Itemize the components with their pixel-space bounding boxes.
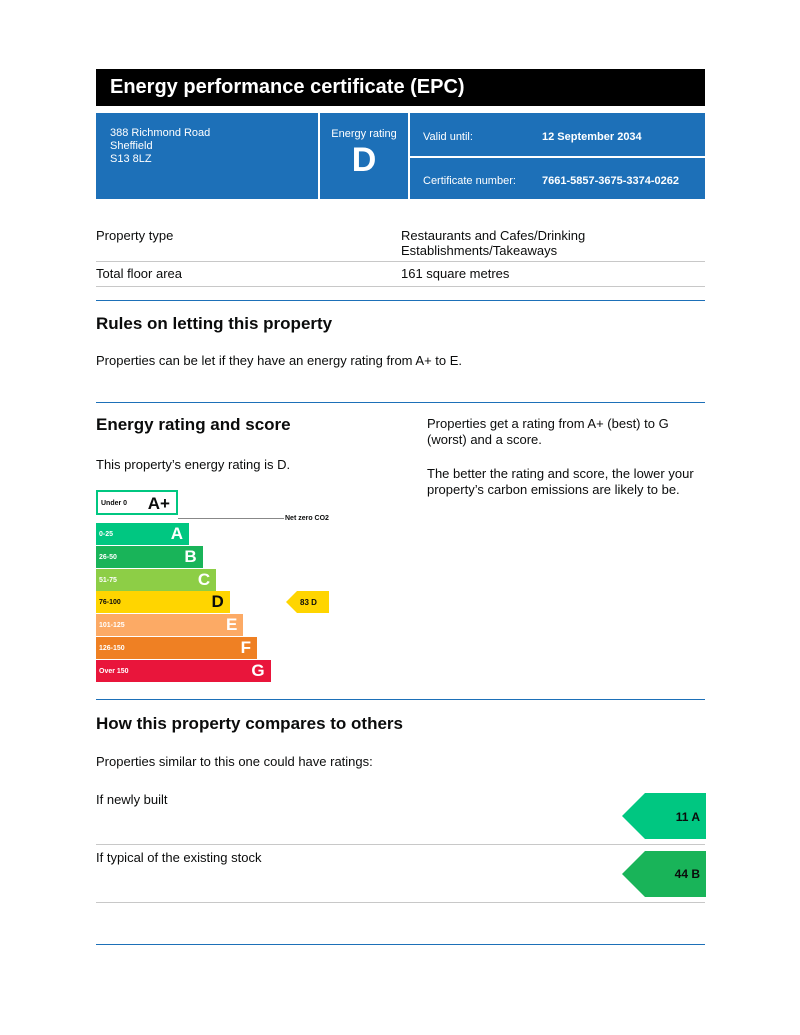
section-divider [96,402,705,403]
energy-explainer-2 [427,466,694,498]
energy-rating-box [320,113,408,199]
newly-built-label: If newly built [96,792,168,807]
rating-band-letter: A [170,524,183,543]
rating-band-letter: F [240,638,251,657]
energy-explainer-1 [427,416,669,448]
address-line-2: Sheffield [110,140,153,152]
rating-band-range: 76-100 [99,599,121,607]
divider [96,261,705,262]
page-title: Energy performance certificate (EPC) [96,69,705,106]
compare-intro: Properties similar to this one could have ratings: [96,754,373,769]
net-zero-line [178,518,284,519]
valid-until-label: Valid until: [423,131,473,143]
section-divider [96,944,705,945]
rating-band-range: 51-75 [99,576,117,584]
energy-rating-letter: D [351,141,377,179]
certificate-number-box [410,158,705,199]
property-type-value-line-2: Establishments/Takeaways [401,243,558,258]
rating-band-letter: B [184,546,197,566]
rating-band-d [96,591,230,613]
rating-band-range: 0-25 [99,531,114,538]
rules-text: Properties can be let if they have an energy rating from A+ to E. [96,353,463,368]
address-block [96,113,318,199]
certificate-number-label: Certificate number: [423,175,516,187]
rating-band-letter: C [197,569,211,589]
rating-band-range: 101-125 [99,622,125,630]
rating-band-letter: G [251,660,265,680]
rating-band-a [96,523,189,545]
address-line-1: 388 Richmond Road [110,127,211,139]
floor-area-value: 161 square metres [401,266,510,281]
compare-heading: How this property compares to others [96,714,403,733]
rating-band-range: 26-50 [99,553,117,561]
typical-stock-label: If typical of the existing stock [96,850,262,865]
divider [96,844,705,845]
rating-band-f [96,637,257,659]
rating-band-g [96,660,271,682]
divider [96,902,705,903]
rating-band-letter: D [211,592,224,612]
valid-until-value: 12 September 2034 [542,131,642,143]
energy-explainer-2-line-1: The better the rating and score, the lower your [427,466,694,481]
property-type-value-line-1: Restaurants and Cafes/Drinking [401,228,586,243]
property-type-value [401,228,585,258]
rating-band-range: 126-150 [99,645,125,652]
rating-band-e [96,614,243,636]
energy-heading: Energy rating and score [96,415,291,434]
rules-heading: Rules on letting this property [96,314,333,333]
divider [96,286,705,287]
energy-explainer-1-line-2: (worst) and a score. [427,432,542,447]
energy-explainer-2-line-2: property’s carbon emissions are likely to be. [427,482,680,497]
rating-band-letter: E [226,615,238,635]
rating-band-range: Over 150 [99,667,129,675]
floor-area-label: Total floor area [96,266,182,281]
section-divider [96,699,705,700]
property-type-label: Property type [96,228,174,243]
energy-rating-label: Energy rating [331,128,397,140]
energy-explainer-1-line-1: Properties get a rating from A+ (best) to G [427,416,669,431]
rating-band-aplus [96,490,178,515]
current-rating-label: 83 D [300,598,317,607]
rating-band-range: Under 0 [101,500,128,507]
net-zero-label: Net zero CO2 [285,515,329,522]
certificate-number-value: 7661-5857-3675-3374-0262 [542,175,680,187]
newly-built-rating-value: 11 A [675,810,700,824]
valid-until-box [410,113,705,156]
address-line-3: S13 8LZ [110,153,152,165]
section-divider [96,300,705,301]
energy-statement: This property’s energy rating is D. [96,457,291,472]
rating-band-b [96,546,203,568]
typical-stock-rating-value: 44 B [674,867,700,881]
rating-band-letter: A+ [147,494,170,513]
rating-band-c [96,569,216,591]
